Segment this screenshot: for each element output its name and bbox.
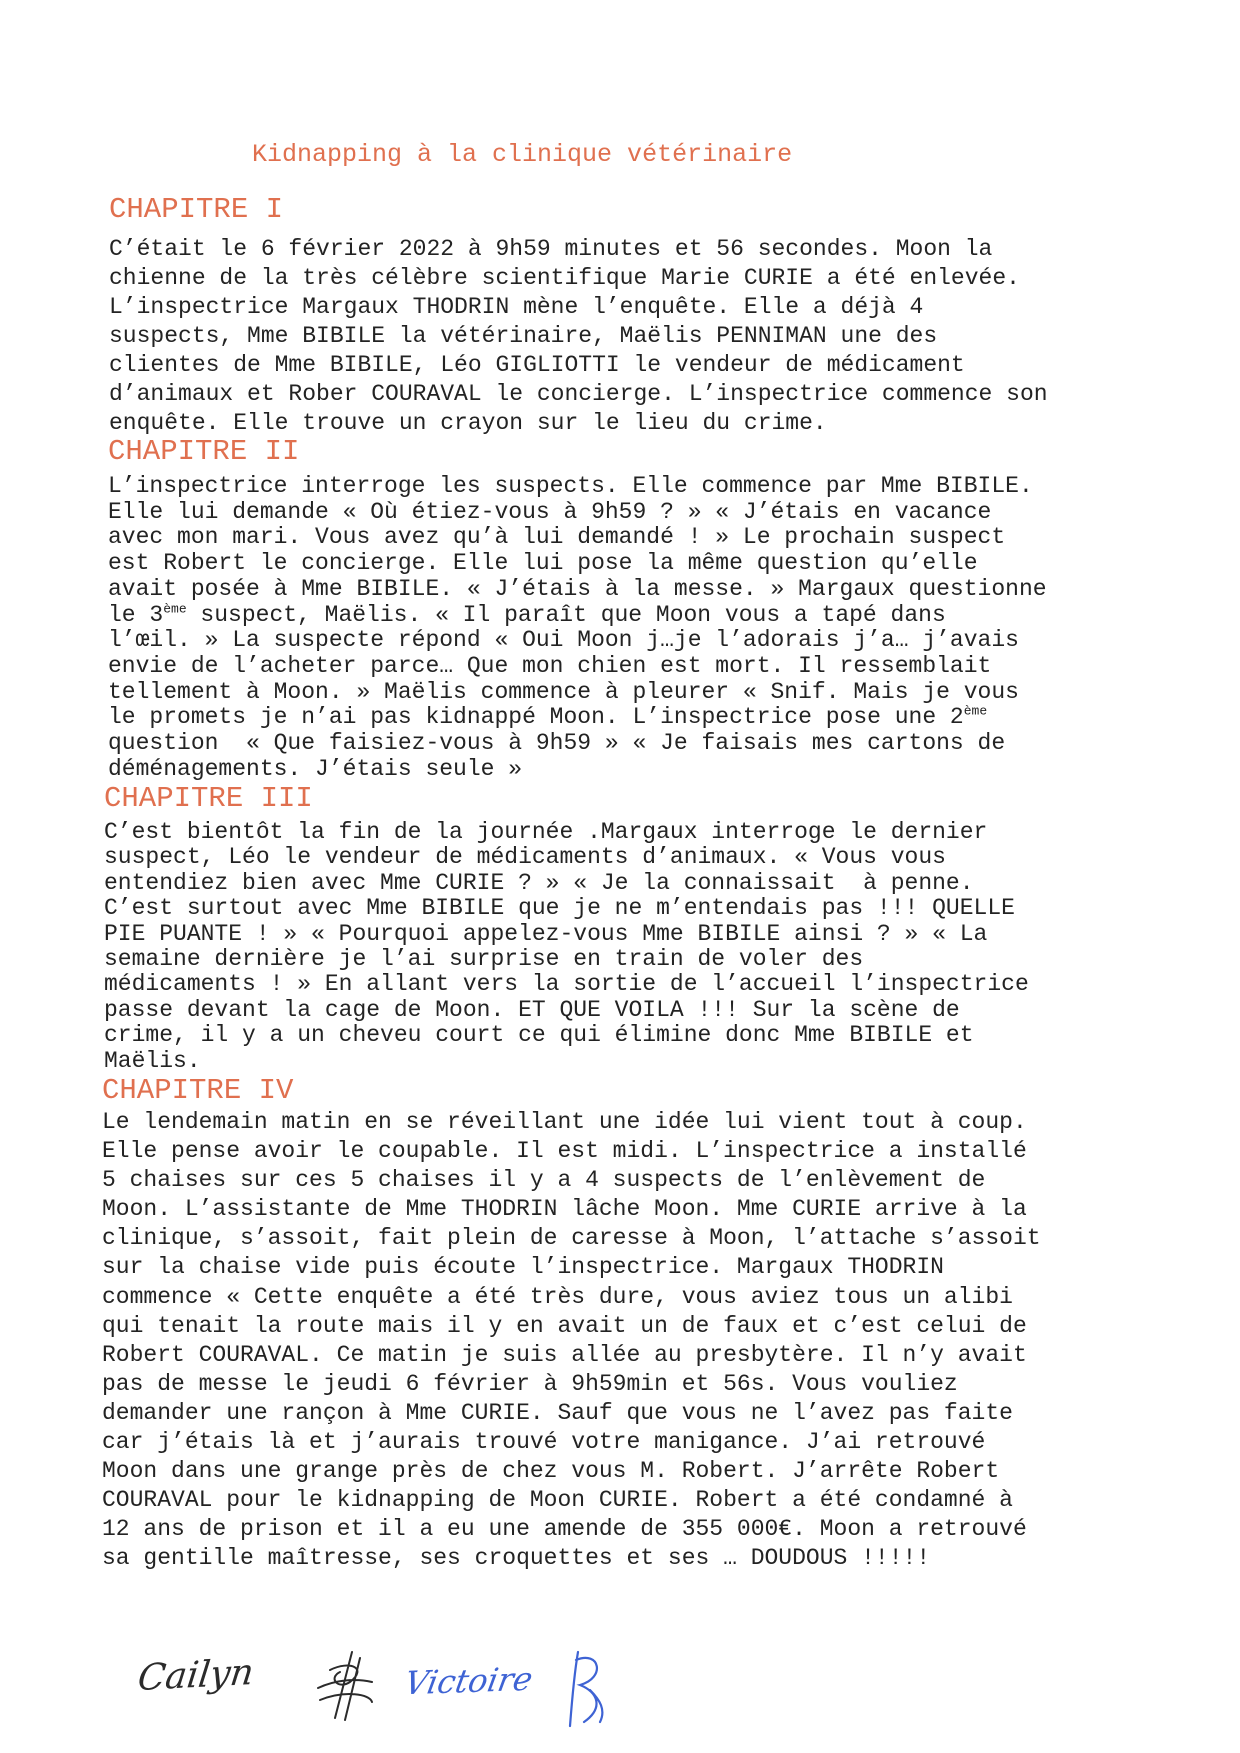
monogram-signature-ink: [318, 1652, 372, 1720]
text-line: question « Que faisiez-vous à 9h59 » « Je faisais mes cartons de: [108, 730, 1006, 757]
text-line: suspect, Léo le vendeur de médicaments d’animaux. « Vous vous: [104, 844, 946, 871]
chapter-3: [104, 782, 1029, 1074]
text-line: [108, 600, 1047, 629]
chapter-body: [104, 820, 1029, 1074]
chapter-heading: CHAPITRE II: [108, 435, 300, 468]
text-line: Elle pense avoir le coupable. Il est midi. L’inspectrice a installé: [102, 1138, 1027, 1165]
text-line: L’inspectrice interroge les suspects. Elle commence par Mme BIBILE.: [108, 473, 1033, 499]
line-text: le 3: [108, 601, 164, 628]
text-line: chienne de la très célèbre scientifique Marie CURIE a été enlevée.: [109, 265, 1020, 291]
text-line: pas de messe le jeudi 6 février à 9h59min et 56s. Vous vouliez: [102, 1370, 958, 1397]
text-line: qui tenait la route mais il y en avait un de faux et c’est celui de: [102, 1312, 1027, 1339]
chapter-heading: CHAPITRE IV: [102, 1074, 294, 1107]
text-line: Maëlis.: [104, 1047, 201, 1074]
text-line: C’est bientôt la fin de la journée .Margaux interroge le dernier: [104, 819, 988, 845]
text-line: suspects, Mme BIBILE la vétérinaire, Maëlis PENNIMAN une des: [109, 323, 938, 349]
line-text: suspect, Maëlis. « Il paraît que Moon vous a tapé dans: [186, 601, 946, 628]
document-title: Kidnapping à la clinique vétérinaire: [252, 140, 793, 169]
chapter-body: [108, 474, 1047, 782]
text-line: L’inspectrice Margaux THODRIN mène l’enquête. Elle a déjà 4: [109, 294, 924, 320]
text-line: clinique, s’assoit, fait plein de caresse à Moon, l’attache s’assoit: [102, 1225, 1041, 1252]
signature-1: Cailyn: [135, 1651, 257, 1700]
text-line: demander une rançon à Mme CURIE. Sauf que vous ne l’avez pas faite: [102, 1399, 1013, 1426]
superscript: ème: [163, 600, 187, 616]
chapter-heading: CHAPITRE III: [104, 782, 313, 815]
monogram-signature-blue: [570, 1652, 602, 1726]
chapter-2: [108, 435, 1047, 782]
chapter-body: [109, 235, 1048, 438]
text-line: sur la chaise vide puis écoute l’inspectrice. Margaux THODRIN: [102, 1254, 944, 1281]
text-line: déménagements. J’étais seule »: [108, 755, 523, 782]
text-line: médicaments ! » En allant vers la sortie de l’accueil l’inspectrice: [104, 971, 1029, 998]
text-line: PIE PUANTE ! » « Pourquoi appelez-vous Mme BIBILE ainsi ? » « La: [104, 920, 988, 947]
text-line: tellement à Moon. » Maëlis commence à pleurer « Snif. Mais je vous: [108, 678, 1019, 705]
text-line: Moon dans une grange près de chez vous M. Robert. J’arrête Robert: [102, 1458, 1000, 1485]
text-line: C’était le 6 février 2022 à 9h59 minutes et 56 secondes. Moon la: [109, 236, 993, 262]
text-line: [108, 705, 1047, 731]
text-line: est Robert le concierge. Elle lui pose la même question qu’elle: [108, 550, 978, 577]
text-line: 5 chaises sur ces 5 chaises il y a 4 suspects de l’enlèvement de: [102, 1167, 986, 1194]
text-line: entendiez bien avec Mme CURIE ? » « Je la connaissait à penne.: [104, 869, 974, 896]
text-line: COURAVAL pour le kidnapping de Moon CURIE. Robert a été condamné à: [102, 1487, 1013, 1514]
text-line: crime, il y a un cheveu court ce qui élimine donc Mme BIBILE et: [104, 1022, 974, 1049]
text-line: 12 ans de prison et il a eu une amende de 355 000€. Moon a retrouvé: [102, 1516, 1027, 1543]
text-line: passe devant la cage de Moon. ET QUE VOILA !!! Sur la scène de: [104, 996, 960, 1023]
text-line: clientes de Mme BIBILE, Léo GIGLIOTTI le vendeur de médicament: [109, 352, 965, 378]
text-line: d’animaux et Rober COURAVAL le concierge. L’inspectrice commence son: [109, 381, 1048, 407]
chapter-body: [102, 1108, 1041, 1574]
text-line: commence « Cette enquête a été très dure, vous aviez tous un alibi: [102, 1283, 1013, 1310]
chapter-heading: CHAPITRE I: [109, 193, 284, 226]
text-line: Le lendemain matin en se réveillant une idée lui vient tout à coup.: [102, 1109, 1027, 1135]
text-line: avec mon mari. Vous avez qu’à lui demandé ! » Le prochain suspect: [108, 524, 1006, 551]
text-line: l’œil. » La suspecte répond « Oui Moon j…je l’adorais j’a… j’avais: [108, 627, 1019, 654]
text-line: semaine dernière je l’ai surprise en train de voler des: [104, 946, 864, 973]
signature-marks: [0, 1630, 1240, 1740]
signature-2: Victoire: [401, 1659, 536, 1703]
text-line: sa gentille maîtresse, ses croquettes et ses … DOUDOUS !!!!!: [102, 1545, 931, 1572]
text-line: envie de l’acheter parce… Que mon chien est mort. Il ressemblait: [108, 652, 992, 679]
text-line: Elle lui demande « Où étiez-vous à 9h59 ? » « J’étais en vacance: [108, 498, 992, 525]
line-text: le promets je n’ai pas kidnappé Moon. L’inspectrice pose une 2: [108, 704, 964, 731]
text-line: avait posée à Mme BIBILE. « J’étais à la messe. » Margaux questionne: [108, 575, 1047, 602]
text-line: C’est surtout avec Mme BIBILE que je ne m’entendais pas !!! QUELLE: [104, 895, 1015, 922]
text-line: Robert COURAVAL. Ce matin je suis allée au presbytère. Il n’y avait: [102, 1341, 1027, 1368]
superscript: ème: [963, 703, 988, 719]
text-line: car j’étais là et j’aurais trouvé votre manigance. J’ai retrouvé: [102, 1429, 986, 1456]
chapter-1: [109, 193, 1048, 438]
chapter-4: [102, 1074, 1041, 1574]
text-line: Moon. L’assistante de Mme THODRIN lâche Moon. Mme CURIE arrive à la: [102, 1196, 1027, 1223]
text-line: enquête. Elle trouve un crayon sur le lieu du crime.: [109, 410, 827, 436]
